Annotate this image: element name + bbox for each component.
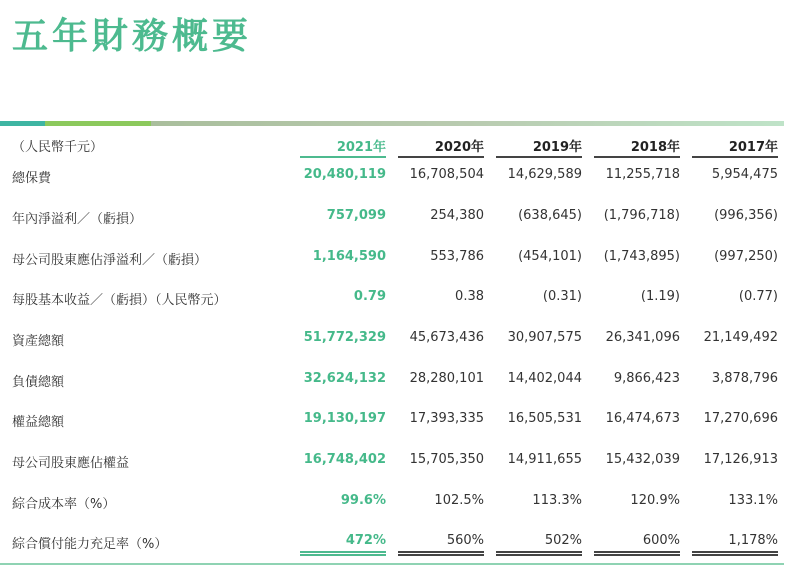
divider-segment-teal — [0, 121, 45, 126]
cell-2021: 472% — [345, 533, 386, 548]
table-row — [0, 452, 784, 472]
table-row — [0, 289, 784, 309]
cell-2018: (1,796,718) — [603, 208, 680, 223]
table-row — [0, 208, 784, 228]
cell-2020: 553,786 — [430, 249, 484, 264]
cell-2019: 14,629,589 — [507, 167, 582, 182]
total-double-underline-2018 — [594, 551, 680, 556]
cell-2018: (1.19) — [640, 289, 680, 304]
cell-2021: 51,772,329 — [303, 330, 386, 345]
row-label: 年內淨溢利／（虧損） — [12, 212, 143, 227]
row-label: 每股基本收益／（虧損）（人民幣元） — [12, 293, 227, 308]
cell-2020: 16,708,504 — [409, 167, 484, 182]
header-underline-2018 — [594, 156, 680, 158]
year-header-2017: 2017年 — [728, 140, 778, 155]
row-label: 總保費 — [12, 171, 52, 186]
cell-2019: 113.3% — [532, 493, 582, 508]
page-title: 五年財務概要 — [12, 16, 253, 57]
cell-2019: 16,505,531 — [507, 411, 582, 426]
cell-2017: 5,954,475 — [711, 167, 778, 182]
cell-2021: 20,480,119 — [303, 167, 386, 182]
cell-2020: 45,673,436 — [409, 330, 484, 345]
cell-2017: (0.77) — [738, 289, 778, 304]
cell-2019: (454,101) — [518, 249, 582, 264]
cell-2017: 17,126,913 — [703, 452, 778, 467]
table-row — [0, 533, 784, 553]
cell-2018: (1,743,895) — [603, 249, 680, 264]
table-row — [0, 371, 784, 391]
total-double-underline-2019 — [496, 551, 582, 556]
cell-2020: 28,280,101 — [409, 371, 484, 386]
year-header-2020: 2020年 — [434, 140, 484, 155]
unit-label: （人民幣千元） — [12, 140, 104, 155]
cell-2021: 0.79 — [353, 289, 386, 304]
cell-2021: 19,130,197 — [303, 411, 386, 426]
total-double-underline-2021 — [300, 551, 386, 556]
divider-segment-gradient — [151, 121, 784, 126]
table-row — [0, 330, 784, 350]
cell-2020: 254,380 — [430, 208, 484, 223]
table-row — [0, 249, 784, 269]
cell-2020: 102.5% — [434, 493, 484, 508]
cell-2017: 1,178% — [728, 533, 778, 548]
cell-2019: (638,645) — [518, 208, 582, 223]
cell-2017: (996,356) — [714, 208, 778, 223]
cell-2021: 99.6% — [340, 493, 386, 508]
cell-2021: 1,164,590 — [312, 249, 386, 264]
cell-2019: (0.31) — [542, 289, 582, 304]
bottom-divider — [0, 563, 784, 565]
cell-2018: 11,255,718 — [605, 167, 680, 182]
cell-2017: 3,878,796 — [711, 371, 778, 386]
header-underline-2020 — [398, 156, 484, 158]
cell-2020: 17,393,335 — [409, 411, 484, 426]
cell-2017: 133.1% — [728, 493, 778, 508]
table-row — [0, 411, 784, 431]
cell-2020: 15,705,350 — [409, 452, 484, 467]
header-underline-2019 — [496, 156, 582, 158]
cell-2018: 120.9% — [630, 493, 680, 508]
row-label: 綜合償付能力充足率（%） — [12, 537, 168, 552]
top-divider-bar — [0, 121, 784, 126]
row-label: 母公司股東應佔淨溢利／（虧損） — [12, 253, 208, 268]
year-header-2021: 2021年 — [336, 140, 386, 155]
header-underline-2021 — [300, 156, 386, 158]
cell-2021: 32,624,132 — [303, 371, 386, 386]
cell-2018: 9,866,423 — [613, 371, 680, 386]
table-header-row — [0, 136, 784, 156]
header-underline-2017 — [692, 156, 778, 158]
row-label: 資產總額 — [12, 334, 65, 349]
cell-2021: 16,748,402 — [303, 452, 386, 467]
cell-2018: 26,341,096 — [605, 330, 680, 345]
cell-2017: 17,270,696 — [703, 411, 778, 426]
cell-2019: 30,907,575 — [507, 330, 582, 345]
cell-2017: 21,149,492 — [703, 330, 778, 345]
cell-2018: 15,432,039 — [605, 452, 680, 467]
cell-2019: 502% — [544, 533, 582, 548]
total-double-underline-2020 — [398, 551, 484, 556]
row-label: 母公司股東應佔權益 — [12, 456, 130, 471]
cell-2019: 14,911,655 — [507, 452, 582, 467]
cell-2021: 757,099 — [326, 208, 386, 223]
cell-2020: 0.38 — [455, 289, 484, 304]
year-header-2019: 2019年 — [532, 140, 582, 155]
row-label: 綜合成本率（%） — [12, 497, 116, 512]
cell-2017: (997,250) — [714, 249, 778, 264]
cell-2019: 14,402,044 — [507, 371, 582, 386]
total-double-underline-2017 — [692, 551, 778, 556]
cell-2020: 560% — [446, 533, 484, 548]
row-label: 負債總額 — [12, 375, 65, 390]
table-row — [0, 167, 784, 187]
divider-segment-lime — [45, 121, 151, 126]
year-header-2018: 2018年 — [630, 140, 680, 155]
cell-2018: 600% — [642, 533, 680, 548]
cell-2018: 16,474,673 — [605, 411, 680, 426]
table-row — [0, 493, 784, 513]
row-label: 權益總額 — [12, 415, 65, 430]
